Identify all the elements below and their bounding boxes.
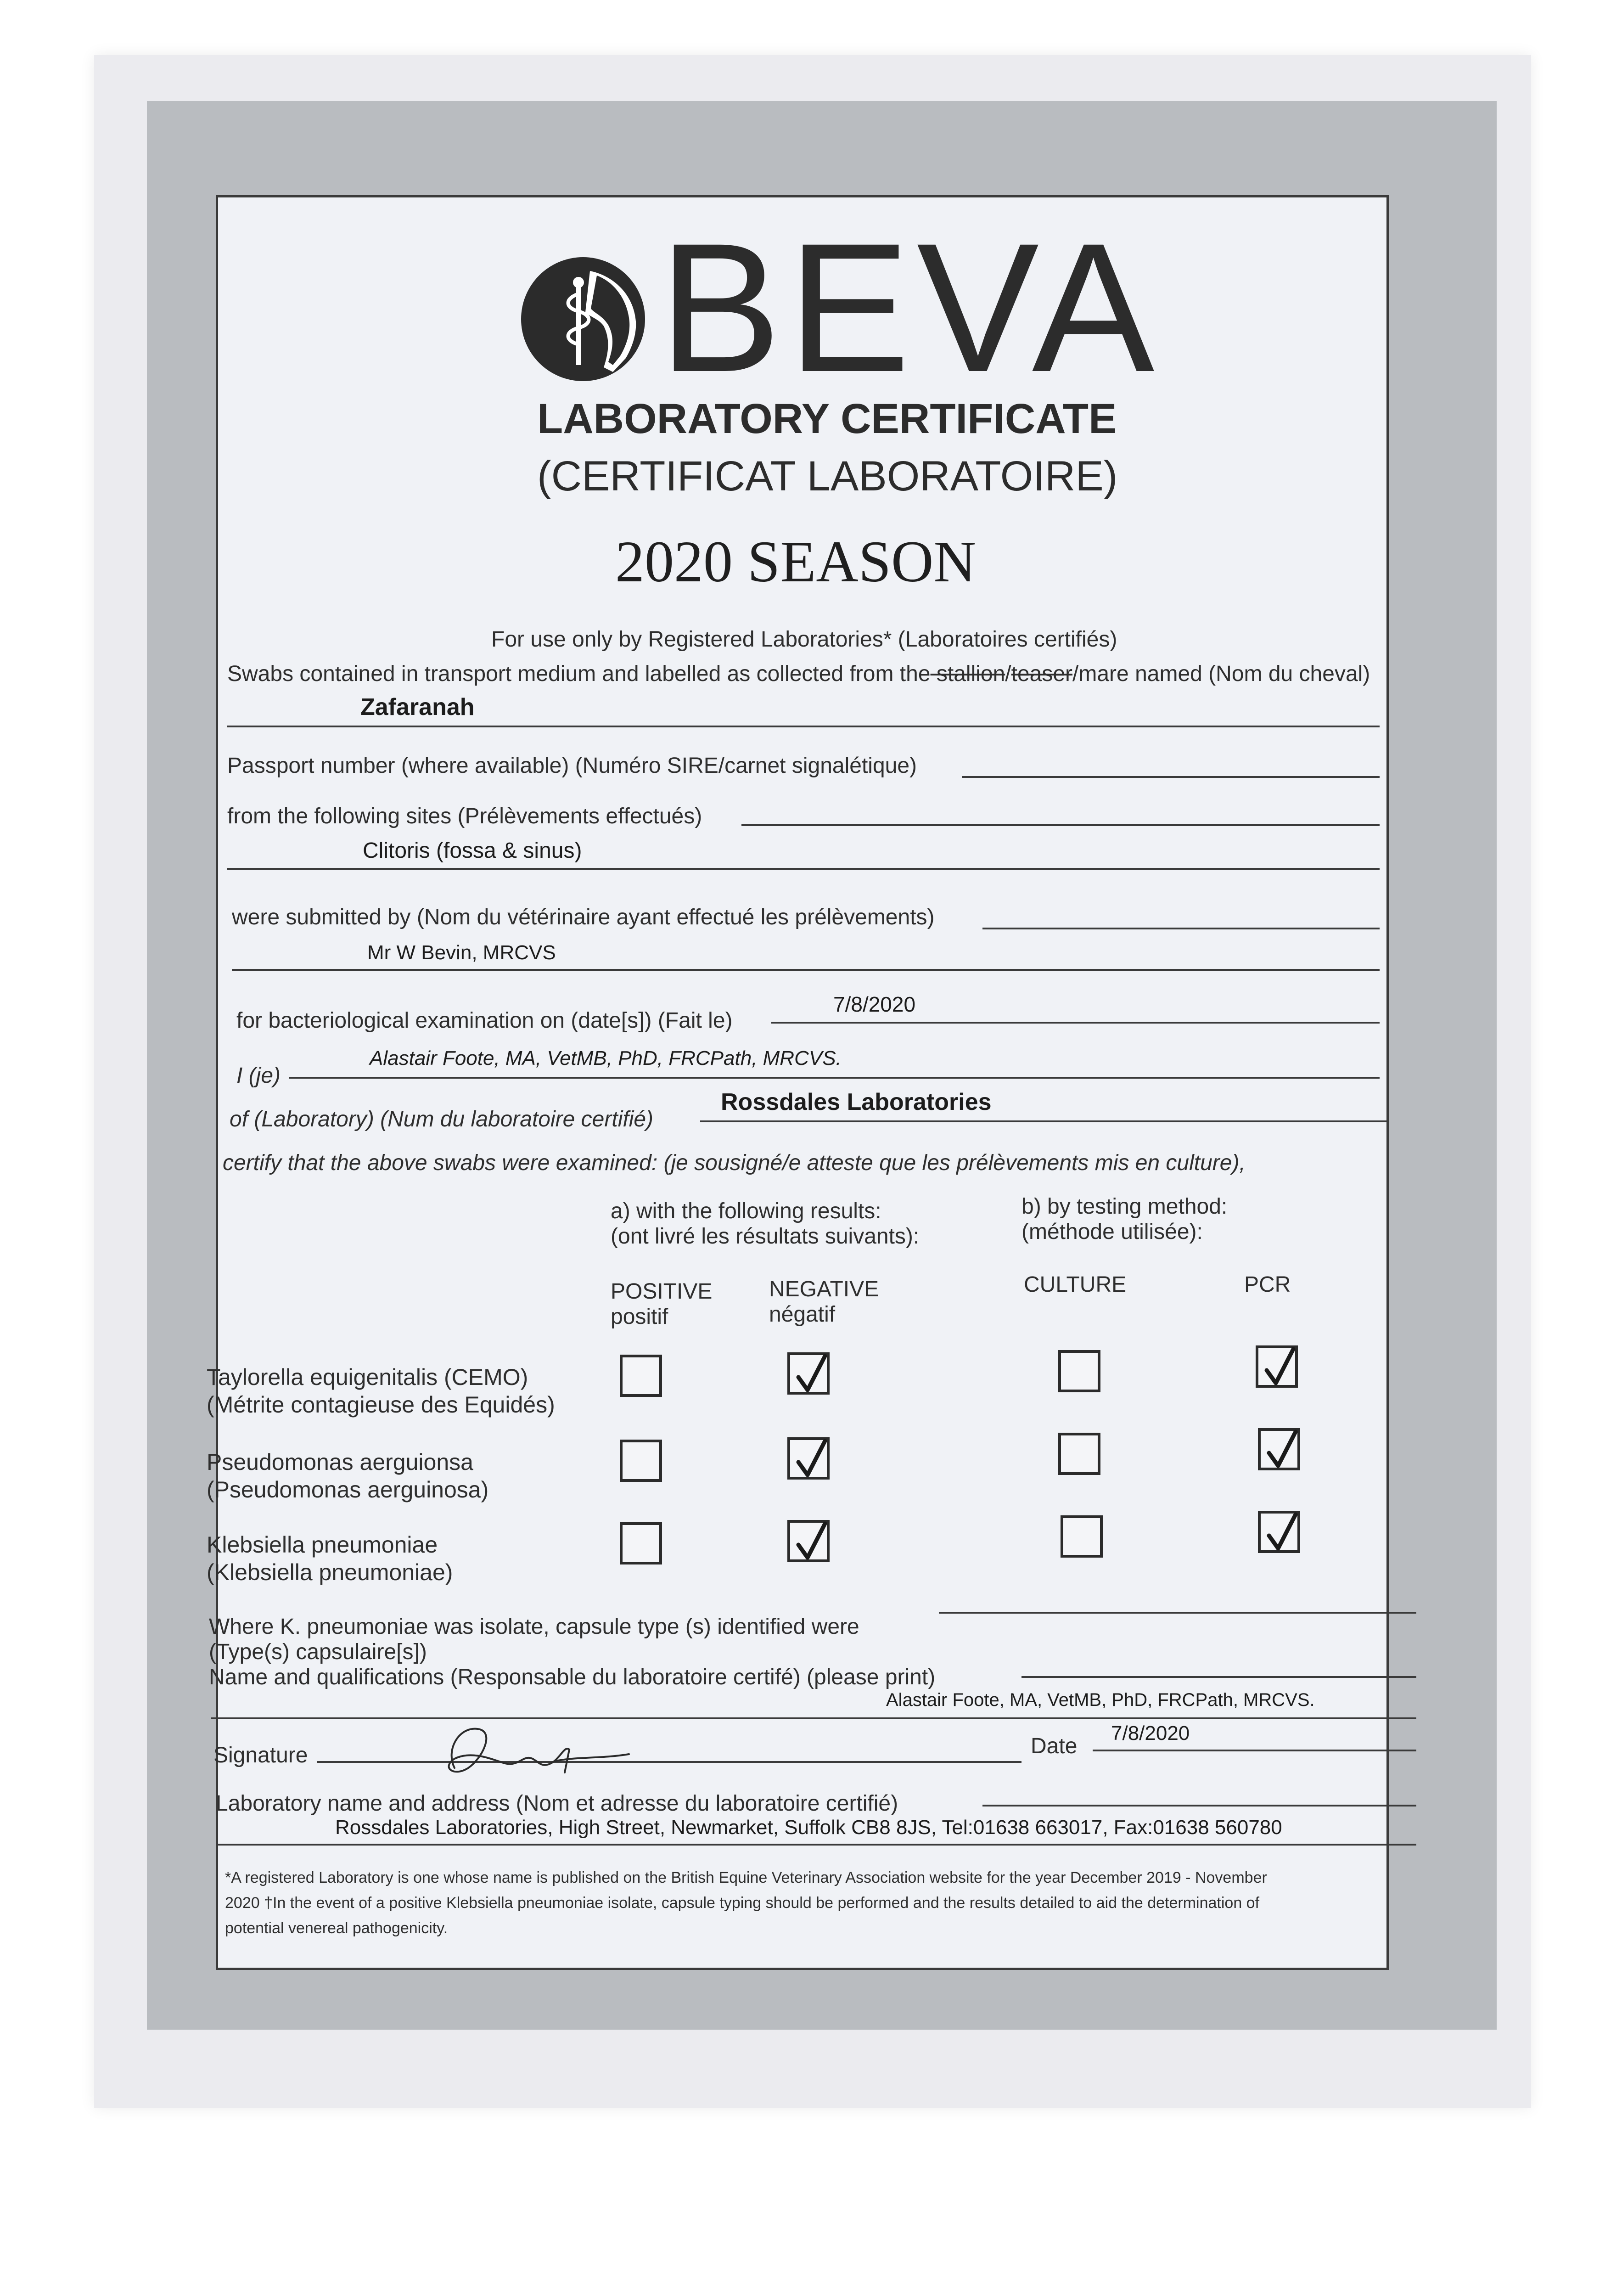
negative-checkbox[interactable]	[787, 1520, 830, 1562]
date-label: Date	[1031, 1734, 1078, 1758]
submitted-line-2	[232, 969, 1380, 971]
results-b-line1: b) by testing method:	[1021, 1194, 1228, 1219]
col-culture: CULTURE	[1024, 1272, 1127, 1297]
col-negative-fr: négatif	[769, 1302, 836, 1327]
name-qual-value: Alastair Foote, MA, VetMB, PhD, FRCPath, MRCVS.	[886, 1690, 1315, 1710]
col-positive-fr: positif	[611, 1305, 668, 1329]
results-b-line2: (méthode utilisée):	[1021, 1220, 1203, 1244]
lab-address-line-1	[982, 1805, 1416, 1806]
pcr-checkbox[interactable]	[1256, 1345, 1298, 1388]
date-line	[1093, 1750, 1416, 1751]
checkmark-icon	[793, 1438, 830, 1482]
checkmark-icon	[1263, 1429, 1300, 1473]
swabs-slash: /	[1005, 662, 1011, 686]
name-qual-label: Name and qualifications (Responsable du laboratoire certifé) (please print)	[209, 1665, 936, 1689]
positive-checkbox[interactable]	[620, 1440, 662, 1482]
passport-label: Passport number (where available) (Numéro SIRE/carnet signalétique)	[227, 754, 917, 778]
lab-address-line-2	[216, 1844, 1416, 1846]
signature-label: Signature	[213, 1743, 308, 1767]
culture-checkbox[interactable]	[1058, 1350, 1100, 1392]
pcr-checkbox[interactable]	[1258, 1511, 1300, 1553]
col-pcr: PCR	[1244, 1272, 1291, 1297]
horse-name-line	[227, 726, 1380, 727]
organism-name: Pseudomonas aerguionsa	[207, 1449, 473, 1475]
name-qual-line-2	[211, 1717, 1416, 1719]
exam-date-label: for bacteriological examination on (date[s]) (Fait le)	[236, 1008, 733, 1033]
exam-date-line	[771, 1022, 1380, 1024]
date-value: 7/8/2020	[1111, 1722, 1190, 1745]
submitted-value: Mr W Bevin, MRCVS	[367, 941, 556, 964]
checkmark-icon	[1263, 1512, 1300, 1556]
beva-horse-logo-icon	[521, 257, 645, 381]
season-title: 2020 SEASON	[615, 529, 976, 594]
brand-name: BEVA	[659, 205, 1161, 410]
sites-line-1	[741, 824, 1380, 826]
submitted-line-1	[982, 928, 1380, 929]
i-je-label: I (je)	[236, 1064, 281, 1088]
struck-teaser: teaser	[1011, 662, 1073, 686]
lab-address-value: Rossdales Laboratories, High Street, Newmarket, Suffolk CB8 8JS, Tel:01638 663017, Fax:01638 560780	[335, 1816, 1282, 1839]
checkmark-icon	[1261, 1346, 1298, 1390]
i-je-line	[289, 1077, 1380, 1079]
checkmark-icon	[793, 1521, 830, 1565]
laboratory-value: Rossdales Laboratories	[721, 1089, 992, 1115]
passport-line	[962, 776, 1380, 778]
pcr-checkbox[interactable]	[1258, 1428, 1300, 1470]
certify-text: certify that the above swabs were examined: (je sousigné/e atteste que les prélèvements mis en culture),	[223, 1151, 1246, 1175]
footnote-1: *A registered Laboratory is one whose name is published on the British Equine Veterinary Association website for the year December 2019 - November	[225, 1869, 1267, 1886]
registered-note: For use only by Registered Laboratories* (Laboratoires certifiés)	[491, 627, 1117, 652]
results-a-line2: (ont livré les résultats suivants):	[611, 1224, 920, 1249]
submitted-label: were submitted by (Nom du vétérinaire ayant effectué les prélèvements)	[232, 905, 935, 929]
certificate-title: LABORATORY CERTIFICATE	[537, 395, 1117, 442]
laboratory-line	[700, 1120, 1386, 1122]
checkmark-icon	[793, 1353, 830, 1397]
lab-address-label: Laboratory name and address (Nom et adresse du laboratoire certifié)	[216, 1791, 898, 1816]
culture-checkbox[interactable]	[1061, 1515, 1103, 1558]
footnote-3: potential venereal pathogenicity.	[225, 1919, 448, 1937]
organism-name-fr: (Klebsiella pneumoniae)	[207, 1559, 453, 1585]
organism-name-fr: (Pseudomonas aerguinosa)	[207, 1477, 489, 1503]
capsule-label: Where K. pneumoniae was isolate, capsule type (s) identified were	[209, 1615, 859, 1639]
swabs-line-suffix: /mare named (Nom du cheval)	[1072, 662, 1370, 686]
capsule-label-fr: (Type(s) capsulaire[s])	[209, 1640, 427, 1664]
signature-scribble	[427, 1717, 647, 1782]
certificate-title-fr: (CERTIFICAT LABORATOIRE)	[537, 453, 1118, 500]
results-a-line1: a) with the following results:	[611, 1199, 881, 1223]
culture-checkbox[interactable]	[1058, 1433, 1100, 1475]
positive-checkbox[interactable]	[620, 1355, 662, 1397]
swabs-line	[227, 661, 1370, 687]
col-positive: POSITIVE	[611, 1279, 713, 1304]
sites-label: from the following sites (Prélèvements effectués)	[227, 804, 702, 828]
organism-name-fr: (Métrite contagieuse des Equidés)	[207, 1392, 555, 1418]
swabs-line-prefix: Swabs contained in transport medium and labelled as collected from the	[227, 662, 931, 686]
organism-name: Taylorella equigenitalis (CEMO)	[207, 1364, 528, 1390]
capsule-line	[939, 1612, 1416, 1614]
footnote-2: 2020 †In the event of a positive Klebsiella pneumoniae isolate, capsule typing should be performed and the results detailed to aid the determination of	[225, 1894, 1260, 1912]
negative-checkbox[interactable]	[787, 1352, 830, 1395]
col-negative: NEGATIVE	[769, 1277, 879, 1301]
struck-stallion: stallion	[930, 662, 1005, 686]
signature-line	[317, 1761, 1021, 1763]
i-je-value: Alastair Foote, MA, VetMB, PhD, FRCPath, MRCVS.	[370, 1047, 842, 1069]
laboratory-label: of (Laboratory) (Num du laboratoire certifié)	[230, 1107, 654, 1131]
sites-value: Clitoris (fossa & sinus)	[363, 838, 582, 863]
negative-checkbox[interactable]	[787, 1437, 830, 1480]
horse-name-value: Zafaranah	[360, 694, 475, 720]
exam-date-value: 7/8/2020	[833, 992, 916, 1016]
organism-name: Klebsiella pneumoniae	[207, 1532, 438, 1558]
name-qual-line-1	[1021, 1676, 1416, 1678]
positive-checkbox[interactable]	[620, 1522, 662, 1564]
sites-line-2	[227, 868, 1380, 870]
